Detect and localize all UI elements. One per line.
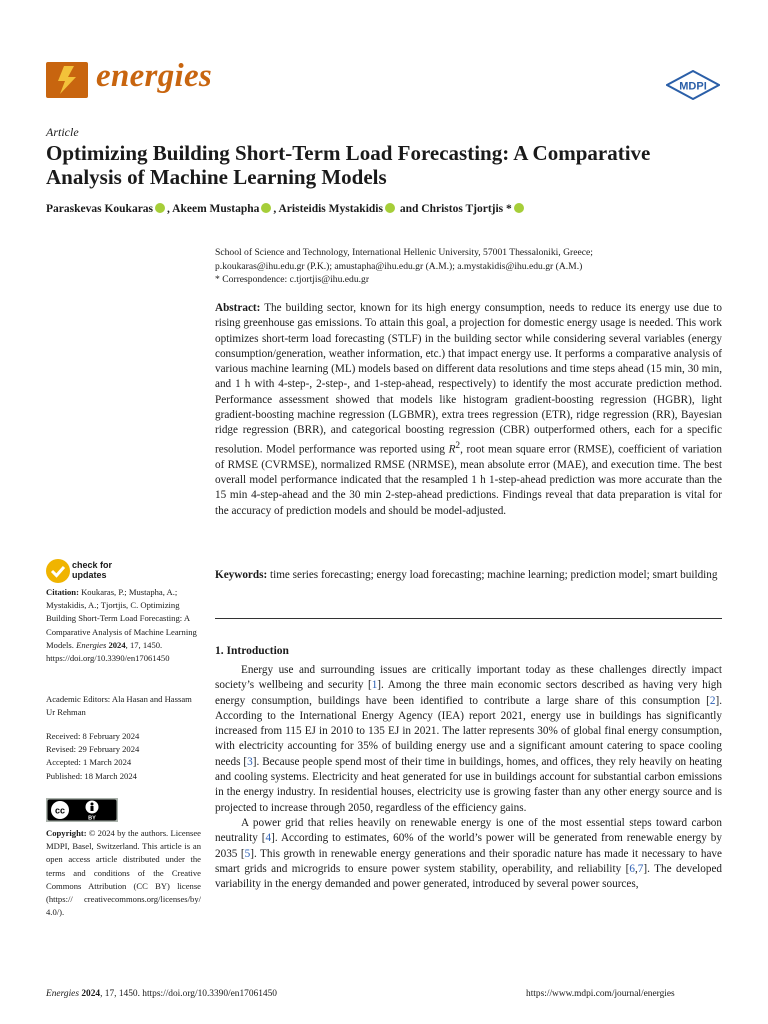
orcid-icon[interactable]	[514, 203, 524, 213]
reference-link[interactable]: 6	[629, 862, 635, 875]
abstract-text-cont: , root mean square error (RMSE), coefficient of variation of RMSE (CVRMSE), normalized RMSE (NRMSE), mean absolute error (MAE), and execution time. The best overall model performance indicated that the resampled 1 h 1-step-ahead prediction was more accurate than the 15 min 4-step-ahead and the 30 min 2-step-ahead predictions. Findings reveal that data preparation is vital for the accuracy of prediction models and should be model-adjusted.	[215, 443, 722, 517]
date-published: Published: 18 March 2024	[46, 770, 137, 781]
affiliation-line: School of Science and Technology, International Hellenic University, 57001 Thessaloniki, Greece;	[215, 247, 593, 258]
affiliation	[215, 246, 715, 287]
citation-block	[46, 586, 201, 665]
date-accepted: Accepted: 1 March 2024	[46, 757, 132, 768]
footer-year: 2024	[78, 989, 101, 999]
copyright-text: © 2024 by the authors. Licensee MDPI, Basel, Switzerland. This article is an open access article distributed under the terms and conditions of the Creative Commons Attribution (CC BY) license (https:// creativecommons.org/licenses/by/ 4.0/).	[46, 828, 201, 918]
orcid-icon[interactable]	[261, 203, 271, 213]
article-title: Optimizing Building Short-Term Load Forecasting: A Comparative Analysis of Machine Learning Models	[46, 141, 651, 189]
author-list	[46, 203, 526, 215]
copyright-label: Copyright:	[46, 828, 87, 838]
orcid-icon[interactable]	[155, 203, 165, 213]
introduction-body	[215, 663, 722, 892]
citation-journal: Energies	[76, 639, 107, 650]
citation-doi[interactable]: , 17, 1450. https://doi.org/10.3390/en17061450	[46, 639, 170, 664]
check-line: updates	[72, 570, 107, 580]
citation-year: 2024	[106, 639, 126, 650]
correspondence: * Correspondence: c.tjortjis@ihu.edu.gr	[215, 274, 370, 285]
journal-logo-icon	[46, 62, 88, 98]
reference-link[interactable]: 4	[265, 832, 272, 845]
author-name[interactable]: Akeem Mustapha	[172, 203, 260, 215]
keywords-text: time series forecasting; energy load forecasting; machine learning; prediction model; smart building	[267, 569, 718, 581]
cc-label: BY	[88, 815, 96, 822]
publisher-name: MDPI	[679, 80, 707, 93]
abstract-text: The building sector, known for its high energy consumption, needs to reduce its energy use due to rising greenhouse gas emissions. To attain this goal, a projection for domestic energy usage is needed. This work optimizes short-term load forecasting (STLF) in the building sector while considering several variables (energy consumption/generation, weather information, etc.) that impact energy use. It performs a comparative analysis of various machine learning (ML) models based on different data resolutions and time steps ahead (15 min, 30 min, and 1 h with 4-step-, 2-step-, and 1-step-ahead, respectively) to identify the most accurate prediction method. Performance assessment showed that models like histogram gradient-boosting regression (HGBR), light gradient-boosting machine regression (LGBMR), extra trees regression (ETR), ridge regression (RR), Bayesian ridge regression (BRR), and categorical boosting regression (CBR) outperformed others, each for a specific resolution. Model performance was reported using	[215, 302, 722, 456]
reference-link[interactable]: 5	[244, 847, 251, 860]
check-for-updates-label[interactable]	[72, 560, 112, 580]
svg-text:cc: cc	[54, 805, 66, 816]
citation-label: Citation:	[46, 587, 79, 597]
author-name[interactable]: Aristeidis Mystakidis	[278, 203, 383, 215]
check-for-updates-icon[interactable]	[46, 559, 70, 583]
publisher-logo	[666, 70, 720, 100]
author-separator: ,	[167, 203, 173, 215]
reference-link[interactable]: 3	[247, 755, 253, 768]
reference-link[interactable]: 1	[371, 679, 378, 692]
citation-text: Koukaras, P.; Mustapha, A.; Mystakidis, A.; Tjortjis, C. Optimizing Building Short-Term Load Forecasting: A Comparative Analysis of Machine Learning Models.	[46, 587, 197, 650]
footer-citation	[46, 989, 277, 999]
author-separator: and	[396, 203, 422, 215]
check-line: check for	[72, 560, 113, 570]
footer-doi[interactable]: , 17, 1450. https://doi.org/10.3390/en17061450	[100, 989, 277, 999]
cc-by-license-icon[interactable]	[46, 798, 118, 822]
paragraph: A power grid that relies heavily on renewable energy is one of the most essential steps toward carbon neutrality [4]. According to estimates, 60% of the world’s power will be generated from renewable energy by 2035 [5]. This growth in renewable energy generations and their sporadic nature has made it necessary to have smart grids and microgrids to ensure power system stability, operability, and reliability [6,7]. The developed variability in the energy demanded and power generated, introduced by several power sources,	[215, 816, 723, 891]
author-separator: ,	[273, 203, 279, 215]
article-type: Article	[46, 125, 79, 139]
academic-editors: Academic Editors: Ala Hasan and Hassam Ur Rehman	[46, 694, 192, 718]
orcid-icon[interactable]	[385, 203, 395, 213]
footer-url[interactable]: https://www.mdpi.com/journal/energies	[526, 989, 675, 999]
keywords-label: Keywords:	[215, 569, 268, 581]
date-revised: Revised: 29 February 2024	[46, 744, 140, 755]
dates-block	[46, 730, 201, 783]
author-name[interactable]: Christos Tjortjis *	[421, 203, 512, 215]
date-received: Received: 8 February 2024	[46, 731, 140, 741]
reference-link[interactable]: 7	[637, 862, 644, 875]
paragraph: Energy use and surrounding issues are critically important today as these challenges directly impact society’s wellbeing and security [1]. Among the three main economic sectors described as having very high energy consumption, buildings have been identified to contribute a large share of this consumption [2]. According to the International Energy Agency (IEA) report 2021, energy use in buildings has significantly increased from 115 EJ in 2010 to 135 EJ in 2021. The latter represents 30% of global final energy consumption, with electricity accounting for 35% of building energy use and a significant amount catering to space cooling needs [3]. Because people spend most of their time in buildings, homes, and offices, they rely heavily on heating and cooling systems. Electricity and heat generated for use in buildings account for substantial carbon emissions in the energy industry. In residential houses, electricity use is growing faster than any other energy source and is projected to increase through 2050, regardless of the efficiency gains.	[215, 664, 723, 814]
abstract	[215, 301, 722, 519]
r-squared: R	[448, 443, 456, 456]
reference-link[interactable]: 2	[709, 694, 716, 707]
affiliation-emails: p.koukaras@ihu.edu.gr (P.K.); amustapha@ihu.edu.gr (A.M.); a.mystakidis@ihu.edu.gr (A.M.)	[215, 260, 583, 272]
keywords	[215, 568, 722, 583]
r-squared-exp: 2	[455, 440, 461, 451]
journal-name: energies	[96, 58, 213, 94]
section-divider	[215, 618, 722, 619]
section-heading: 1. Introduction	[215, 645, 289, 657]
copyright-block	[46, 827, 201, 919]
author-name[interactable]: Paraskevas Koukaras	[46, 203, 154, 215]
footer-journal: Energies	[46, 989, 79, 999]
abstract-label: Abstract:	[215, 302, 261, 314]
